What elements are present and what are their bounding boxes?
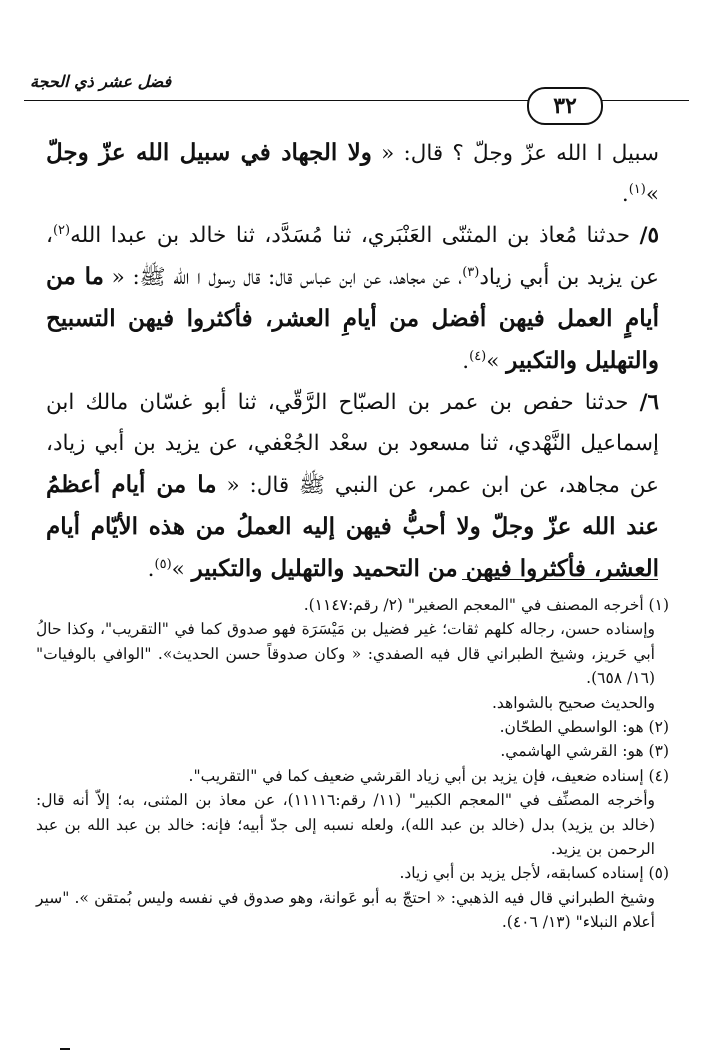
paragraph-hadith-5: ٥/ حدثنا مُعاذ بن المثنّى العَنْبَري، ثنا مُسَدَّد، ثنا خالد بن عبدا الله$^{(٢)}$، عن يزيد بن أبي زياد$^{(٣)}$، عن مجاهد، عن ابن عباس قال: قال رسول ا الله ﷺ: « ما من أيامٍ العمل فيهن أفضل من أيامِ العشر، فأكثروا فيهن التسبيح والتهليل والتكبير »$^{(٤)}$. [46, 222, 659, 374]
paragraph-hadith-6: ٦/ حدثنا حفص بن عمر بن الصبّاح الرَّقّي، ثنا أبو غسّان مالك ابن إسماعيل النَّهْدي، ثنا مسعود بن سعْد الجُعْفي، عن يزيد بن أبي زياد، عن مجاهد، عن ابن عمر، عن النبي ﷺ قال: « ما من أيام أعظمُ عند الله عزّ وجلّ ولا أحبُّ فيهن إليه العملُ من هذه الأيّام أيام العشر، فأكثروا فيهن من التحميد والتهليل والتكبير »$^{(٥)}$. [46, 390, 659, 582]
footnote-4: (٤) إسناده ضعيف، فإن يزيد بن أبي زياد القرشي ضعيف كما في "التقريب". [188, 766, 669, 785]
main-text [46, 132, 659, 590]
footnote-ref-3: (٣) [462, 264, 480, 280]
footnote-1-note: والحديث صحيح بالشواهد. [491, 693, 655, 712]
footnote-1-text: وإسناده حسن، رجاله كلهم ثقات؛ غير فضيل بن مَيْسَرَة فهو صدوق كما في "التقريب"، وكذا حالُ أبي حَريز، وشيخ الطبراني قال فيه الصفدي: « وكان صدوقاً حسن الحديث». "الوافي بالوفيات" (١٦/ ٦٥٨). [36, 620, 655, 688]
footnote-5-text: وشيخ الطبراني قال فيه الذهبي: « احتجّ به أبو عَوانة، وهو صدوق في نفسه وليس بُمتقن ». "سير أعلام النبلاء" (١٣/ ٤٠٦). [36, 888, 655, 932]
footnote-ref-2: (٢) [52, 222, 71, 238]
hadith-number-6: ٦/ [639, 390, 659, 415]
hadith-number-5: ٥/ [639, 223, 659, 248]
footnote-ref-1: (١) [628, 181, 646, 197]
footnote-separator [462, 579, 658, 580]
footnote-3: (٣) هو: القرشي الهاشمي. [500, 742, 669, 761]
footnote-2: (٢) هو: الواسطي الطحّان. [499, 718, 669, 737]
footnote-ref-4: (٤) [469, 348, 487, 364]
footnotes [36, 593, 669, 935]
footnote-ref-5: (٥) [154, 556, 172, 572]
footnote-1: (١) أخرجه المصنف في "المعجم الصغير" (٢/ رقم:١١٤٧). [303, 596, 669, 614]
corner-mark [60, 1048, 70, 1050]
running-title: فضل عشر ذي الحجة [30, 72, 172, 91]
hadith-5-text: ما من أيامٍ العمل فيهن أفضل من أيامِ العشر، فأكثروا فيهن التسبيح والتهليل والتكبير [46, 263, 659, 374]
page-number: ٣٢ [527, 87, 603, 125]
footnote-5: (٥) إسناده كسابقه، لأجل يزيد بن أبي زياد. [399, 864, 669, 883]
paragraph-hadith-4-end: سبيل ا الله عزّ وجلّ ؟ قال: « ولا الجهاد في سبيل الله عزّ وجلّ »$^{(١)}$. [46, 139, 659, 207]
footnote-4-text: وأخرجه المصنِّف في "المعجم الكبير" (١١/ رقم:١١١١٦)، عن معاذ بن المثنى، به؛ إلاّ أنه قال: (خالد بن يزيد) بدل (خالد بن عبد الله)، ولعله نسبه إلى جدّ أبيه؛ فإنه: خالد بن عبد الله بن عبد الرحمن بن يزيد. [36, 791, 655, 859]
hadith-6-text: ما من أيام أعظمُ عند الله عزّ وجلّ ولا أحبُّ فيهن إليه العملُ من هذه الأيّام أيام العشر، فأكثروا فيهن من التحميد والتهليل والتكبير [46, 471, 659, 582]
